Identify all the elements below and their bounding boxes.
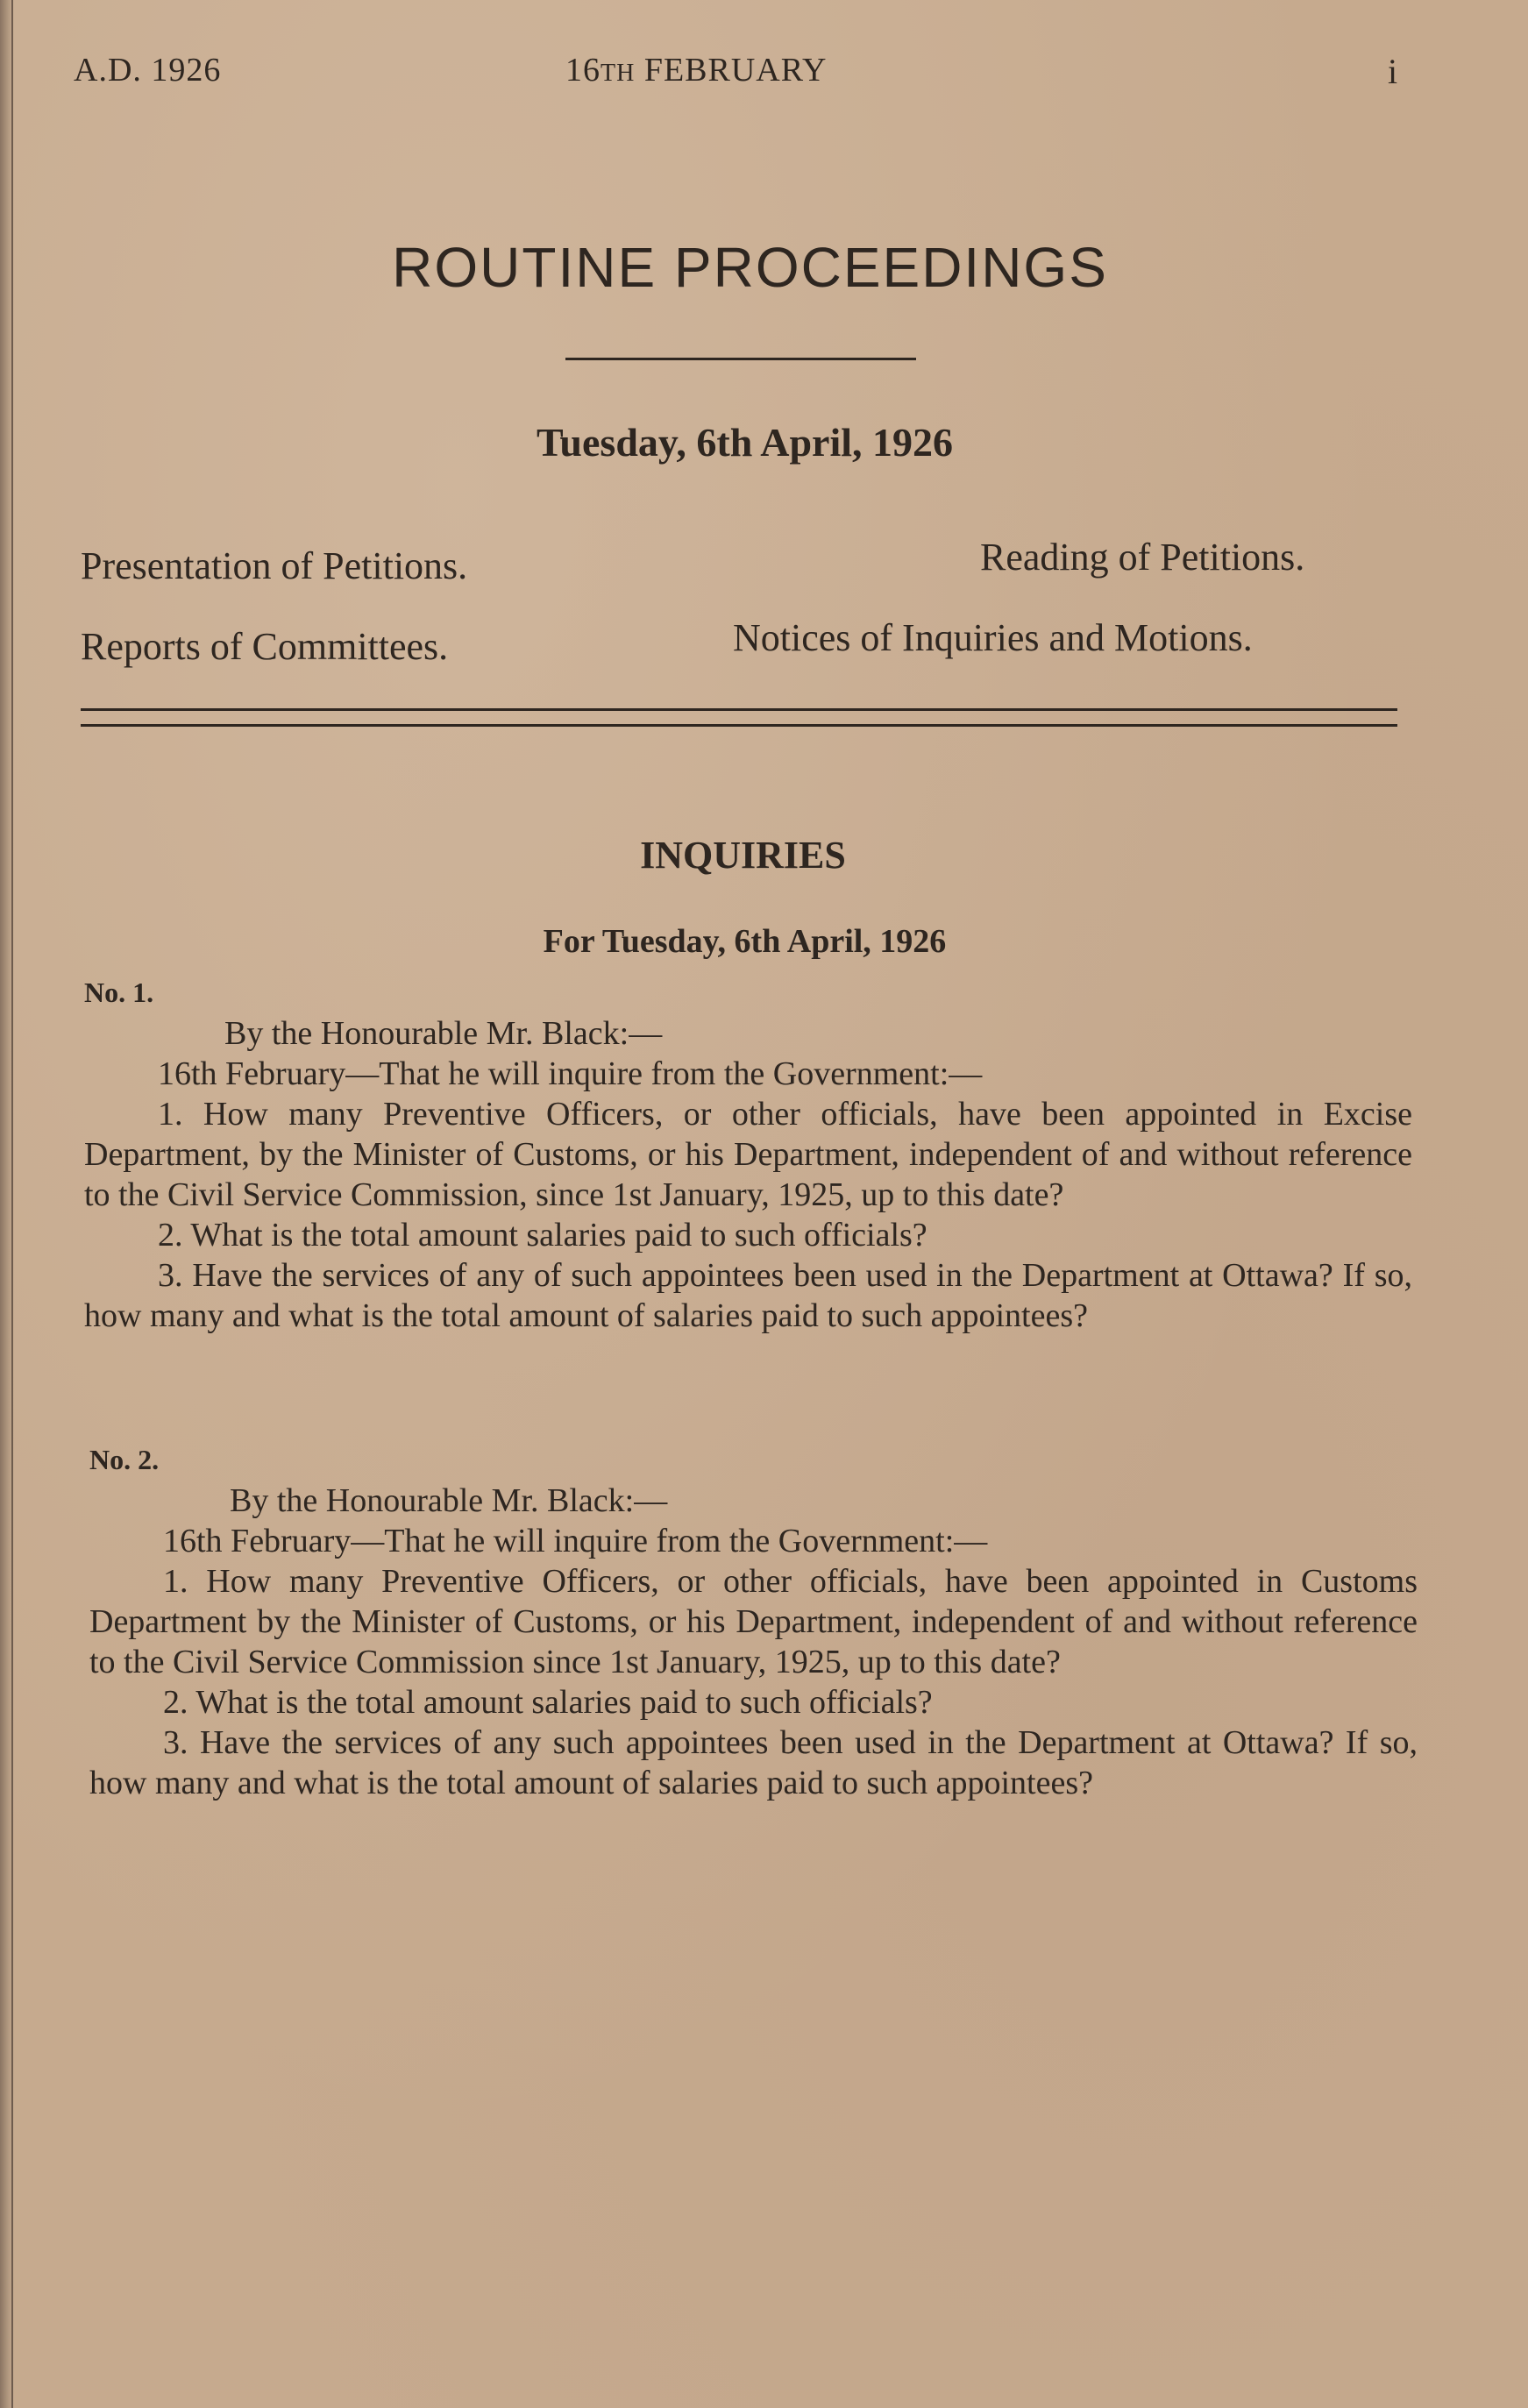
- inquiry-date: 16th February—That he will inquire from the Government:—: [163, 1523, 988, 1559]
- inquiry-question-3: 3. Have the services of any of such appointees been used in the Department at Ottawa? If so, how many and what is the total amount of salaries paid to such appointees?: [84, 1257, 1412, 1334]
- inquiry-number: No. 1.: [84, 977, 154, 1008]
- inquiry-1: [84, 975, 1417, 1336]
- inquiry-question-3: 3. Have the services of any such appointees been used in the Department at Ottawa? If so, how many and what is the total amount of salaries paid to such appointees?: [89, 1724, 1418, 1801]
- running-head-day: 16: [565, 52, 601, 89]
- running-head-month: FEBRUARY: [635, 52, 828, 89]
- page-title: ROUTINE PROCEEDINGS: [392, 236, 1108, 299]
- inquiries-subheading: For Tuesday, 6th April, 1926: [543, 923, 947, 960]
- binding-edge-line: [11, 0, 13, 2408]
- inquiry-date: 16th February—That he will inquire from the Government:—: [158, 1055, 983, 1092]
- inquiries-heading: INQUIRIES: [640, 834, 846, 877]
- running-head-year: A.D. 1926: [74, 52, 222, 89]
- inquiry-question-1: 1. How many Preventive Officers, or other officials, have been appointed in Customs Department by the Minister of Customs, or his Department, independent of and without reference to the Civil Service Commission since 1st January, 1925, up to this date?: [89, 1563, 1418, 1680]
- running-head-date: [565, 51, 827, 89]
- inquiry-question-1: 1. How many Preventive Officers, or other officials, have been appointed in Excise Department, by the Minister of Customs, or his Department, independent of and without reference to the Civil Service Commission, since 1st January, 1925, up to this date?: [84, 1096, 1412, 1213]
- inquiry-2: [89, 1442, 1422, 1803]
- proceedings-date: Tuesday, 6th April, 1926: [536, 420, 954, 465]
- title-rule: [565, 358, 916, 360]
- inquiry-author: By the Honourable Mr. Black:—: [230, 1482, 668, 1519]
- agenda-presentation-of-petitions: Presentation of Petitions.: [81, 544, 468, 587]
- page-number: i: [1388, 52, 1399, 91]
- double-rule-top: [81, 708, 1397, 711]
- inquiry-author: By the Honourable Mr. Black:—: [224, 1015, 663, 1052]
- agenda-reports-of-committees: Reports of Committees.: [81, 625, 449, 668]
- inquiry-question-2: 2. What is the total amount salaries paid to such officials?: [163, 1684, 933, 1721]
- double-rule-bottom: [81, 724, 1397, 727]
- agenda-notices-of-inquiries: Notices of Inquiries and Motions.: [733, 616, 1253, 659]
- agenda-reading-of-petitions: Reading of Petitions.: [980, 536, 1305, 579]
- inquiry-question-2: 2. What is the total amount salaries paid to such officials?: [158, 1217, 927, 1254]
- running-head-suffix: TH: [601, 60, 636, 87]
- inquiry-number: No. 2.: [89, 1444, 160, 1475]
